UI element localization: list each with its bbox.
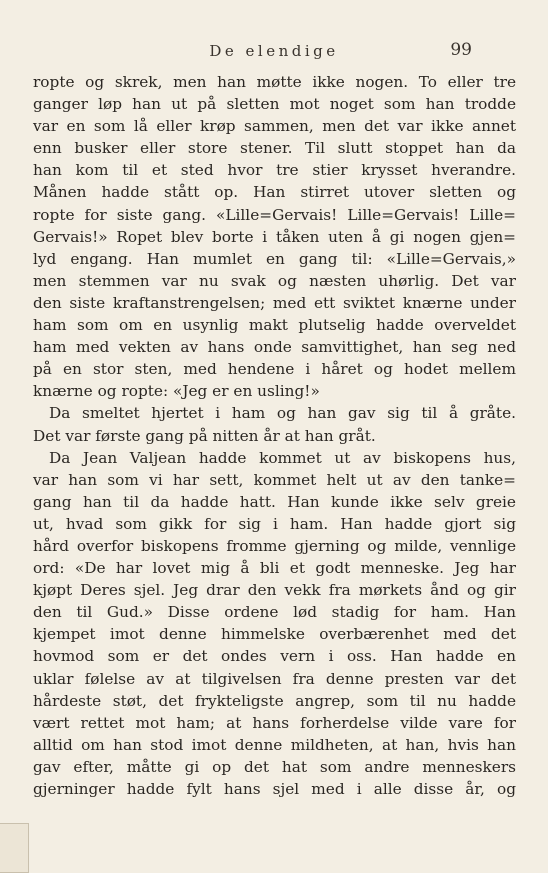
body-text	[33, 71, 516, 800]
text-line: ropte for siste gang. «Lille=Gervais! Lille=Gervais! Lille=	[33, 205, 516, 224]
text-line: Da Jean Valjean hadde kommet ut av biskopens hus,	[49, 448, 516, 467]
text-line: hård overfor biskopens fromme gjerning og milde, vennlige	[33, 536, 516, 555]
text-line: lyd engang. Han mumlet en gang til: «Lille=Gervais,»	[33, 249, 516, 268]
text-line: kjempet imot denne himmelske overbærenhet med det	[33, 625, 516, 644]
text-line: enn busker eller store stener. Til slutt stoppet han da	[33, 139, 516, 158]
text-line: knærne og ropte: «Jeg er en usling!»	[33, 382, 320, 401]
running-title: De elendige	[209, 42, 339, 60]
text-line: ganger løp han ut på sletten mot noget som han trodde	[33, 95, 516, 114]
text-line: hovmod som er det ondes vern i oss. Han hadde en	[33, 647, 516, 666]
text-line: gang han til da hadde hatt. Han kunde ikke selv greie	[33, 492, 516, 511]
text-line: var en som lå eller krøp sammen, men det var ikke annet	[33, 117, 516, 136]
text-line: ord: «De har lovet mig å bli et godt menneske. Jeg har	[33, 559, 516, 578]
page-number: 99	[450, 40, 472, 60]
text-line: gav efter, måtte gi op det hat som andre menneskers	[33, 757, 516, 776]
page-header	[0, 40, 548, 66]
text-line: ham som om en usynlig makt plutselig hadde overveldet	[33, 316, 516, 335]
text-line: vært rettet mot ham; at hans forherdelse vilde vare for	[33, 713, 516, 732]
text-line: Gervais!» Ropet blev borte i tåken uten å gi nogen gjen=	[33, 227, 516, 246]
text-line: gjerninger hadde fylt hans sjel med i alle disse år, og	[33, 780, 516, 798]
text-line: Månen hadde stått op. Han stirret utover sletten og	[33, 183, 516, 202]
text-line: den til Gud.» Disse ordene lød stadig for ham. Han	[33, 603, 516, 622]
text-line: ham med vekten av hans onde samvittighet, han seg ned	[33, 338, 516, 357]
text-line: uklar følelse av at tilgivelsen fra denne presten var det	[33, 669, 516, 688]
page-edge-tab	[0, 823, 29, 873]
text-line: den siste kraftanstrengelsen; med ett sviktet knærne under	[33, 293, 516, 312]
text-line: ut, hvad som gikk for sig i ham. Han hadde gjort sig	[33, 514, 516, 533]
text-line: kjøpt Deres sjel. Jeg drar den vekk fra mørkets ånd og gir	[33, 581, 516, 600]
text-line: men stemmen var nu svak og næsten uhørlig. Det var	[33, 271, 516, 290]
text-line: han kom til et sted hvor tre stier krysset hverandre.	[33, 161, 516, 180]
text-line: ropte og skrek, men han møtte ikke nogen. To eller tre	[33, 73, 516, 91]
text-line: Da smeltet hjertet i ham og han gav sig til å gråte.	[49, 404, 516, 423]
text-line: hårdeste støt, det frykteligste angrep, som til nu hadde	[33, 691, 516, 710]
text-line: på en stor sten, med hendene i håret og hodet mellem	[33, 360, 516, 379]
text-line: var han som vi har sett, kommet helt ut av den tanke=	[33, 470, 516, 489]
text-line: Det var første gang på nitten år at han gråt.	[33, 426, 376, 445]
text-line: alltid om han stod imot denne mildheten, at han, hvis han	[33, 735, 516, 754]
